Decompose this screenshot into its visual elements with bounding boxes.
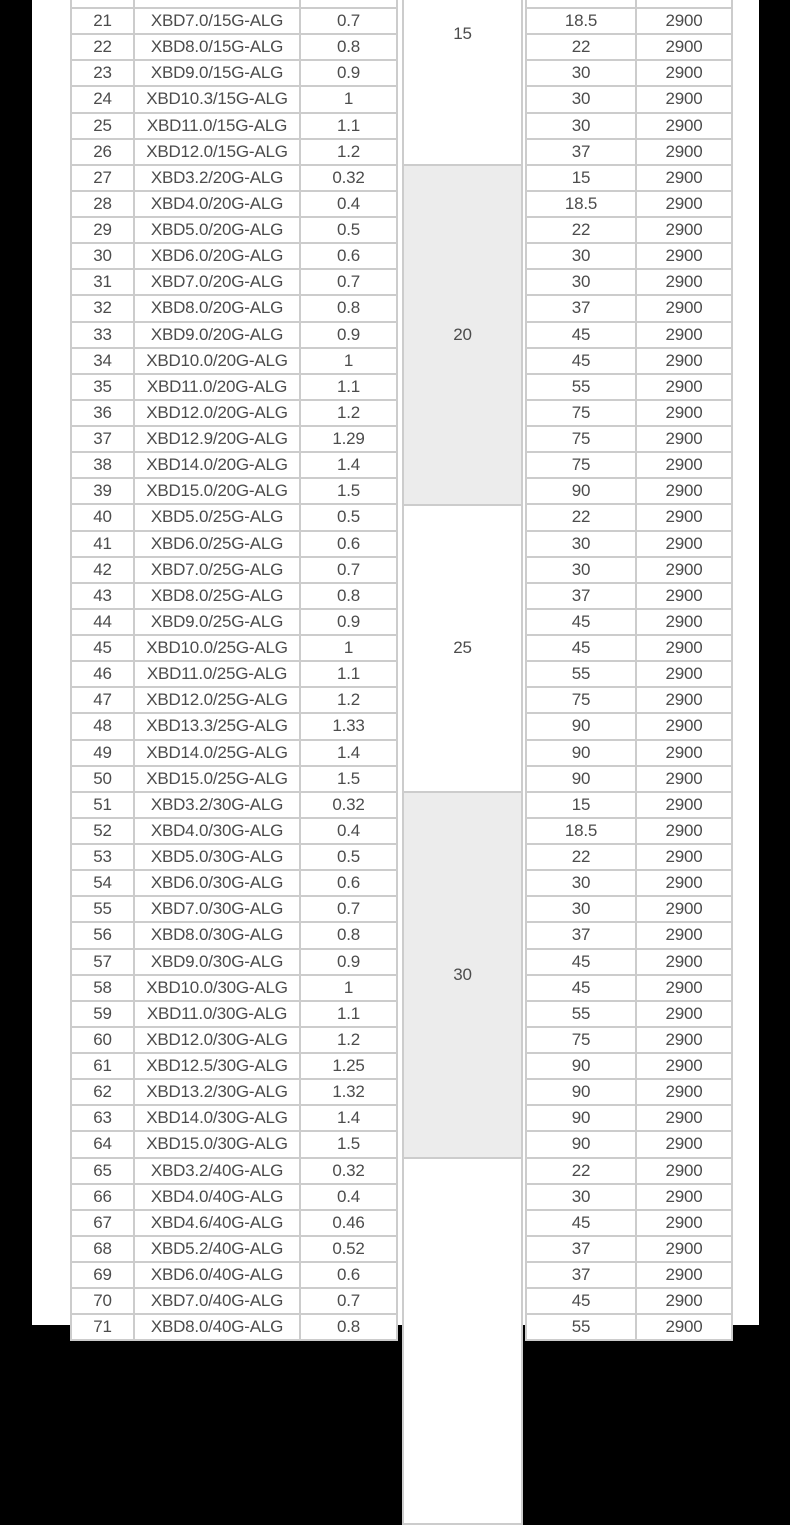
row-31-number: 31 bbox=[72, 270, 133, 294]
row-39-flow: 90 bbox=[527, 479, 635, 503]
row-61-value: 1.25 bbox=[301, 1054, 396, 1078]
row-40-model: XBD5.0/25G-ALG bbox=[135, 505, 299, 529]
row-49-value: 1.4 bbox=[301, 741, 396, 765]
row-25-speed: 2900 bbox=[637, 114, 731, 138]
spec-table-left-block bbox=[70, 0, 398, 1341]
row-66-model: XBD4.0/40G-ALG bbox=[135, 1185, 299, 1209]
row-24-model: XBD10.3/15G-ALG bbox=[135, 87, 299, 111]
row-32-number: 32 bbox=[72, 296, 133, 320]
row-47-number: 47 bbox=[72, 688, 133, 712]
row-67-value: 0.46 bbox=[301, 1211, 396, 1235]
row-71-speed: 2900 bbox=[637, 1315, 731, 1339]
row-66-number: 66 bbox=[72, 1185, 133, 1209]
row-71-flow: 55 bbox=[527, 1315, 635, 1339]
row-57-value: 0.9 bbox=[301, 950, 396, 974]
row-38-value: 1.4 bbox=[301, 453, 396, 477]
row-33-model: XBD9.0/20G-ALG bbox=[135, 323, 299, 347]
merged-section-cell-30: 30 bbox=[404, 793, 521, 1157]
row-66-value: 0.4 bbox=[301, 1185, 396, 1209]
spec-table-right-block bbox=[525, 0, 733, 1341]
row-59-flow: 55 bbox=[527, 1002, 635, 1026]
row-55-model: XBD7.0/30G-ALG bbox=[135, 897, 299, 921]
row-67-model: XBD4.6/40G-ALG bbox=[135, 1211, 299, 1235]
row-66-flow: 30 bbox=[527, 1185, 635, 1209]
merged-section-cell bbox=[404, 1159, 521, 1523]
row-34-flow: 45 bbox=[527, 349, 635, 373]
row-70-model: XBD7.0/40G-ALG bbox=[135, 1289, 299, 1313]
row-58-flow: 45 bbox=[527, 976, 635, 1000]
row-32-flow: 37 bbox=[527, 296, 635, 320]
row-25-value: 1.1 bbox=[301, 114, 396, 138]
row-35-flow: 55 bbox=[527, 375, 635, 399]
row-47-model: XBD12.0/25G-ALG bbox=[135, 688, 299, 712]
row-60-speed: 2900 bbox=[637, 1028, 731, 1052]
row-44-speed: 2900 bbox=[637, 610, 731, 634]
row-48-number: 48 bbox=[72, 714, 133, 738]
row-33-speed: 2900 bbox=[637, 323, 731, 347]
row-42-number: 42 bbox=[72, 558, 133, 582]
row-41-value: 0.6 bbox=[301, 532, 396, 556]
row-46-number: 46 bbox=[72, 662, 133, 686]
row-61-number: 61 bbox=[72, 1054, 133, 1078]
row-33-flow: 45 bbox=[527, 323, 635, 347]
row-29-model: XBD5.0/20G-ALG bbox=[135, 218, 299, 242]
row-63-number: 63 bbox=[72, 1106, 133, 1130]
row-29-value: 0.5 bbox=[301, 218, 396, 242]
row-55-flow: 30 bbox=[527, 897, 635, 921]
row-43-flow: 37 bbox=[527, 584, 635, 608]
row-35-speed: 2900 bbox=[637, 375, 731, 399]
row-54-number: 54 bbox=[72, 871, 133, 895]
row-45-speed: 2900 bbox=[637, 636, 731, 660]
row-48-speed: 2900 bbox=[637, 714, 731, 738]
row-36-flow: 75 bbox=[527, 401, 635, 425]
row-59-number: 59 bbox=[72, 1002, 133, 1026]
row-48-flow: 90 bbox=[527, 714, 635, 738]
row-59-speed: 2900 bbox=[637, 1002, 731, 1026]
row-27-value: 0.32 bbox=[301, 166, 396, 190]
row-41-speed: 2900 bbox=[637, 532, 731, 556]
row-65-number: 65 bbox=[72, 1159, 133, 1183]
row-37-number: 37 bbox=[72, 427, 133, 451]
row-65-speed: 2900 bbox=[637, 1159, 731, 1183]
row-33-number: 33 bbox=[72, 323, 133, 347]
row-37-flow: 75 bbox=[527, 427, 635, 451]
row-29-speed: 2900 bbox=[637, 218, 731, 242]
row-45-number: 45 bbox=[72, 636, 133, 660]
row-43-value: 0.8 bbox=[301, 584, 396, 608]
row-30-flow: 30 bbox=[527, 244, 635, 268]
row-49-speed: 2900 bbox=[637, 741, 731, 765]
row-26-number: 26 bbox=[72, 140, 133, 164]
row-49-number: 49 bbox=[72, 741, 133, 765]
row-70-flow: 45 bbox=[527, 1289, 635, 1313]
row-21-value: 0.7 bbox=[301, 9, 396, 33]
row-57-number: 57 bbox=[72, 950, 133, 974]
row-cut-speed bbox=[637, 0, 731, 7]
row-26-value: 1.2 bbox=[301, 140, 396, 164]
row-53-number: 53 bbox=[72, 845, 133, 869]
row-cut-model bbox=[135, 0, 299, 7]
merged-section-cell-25: 25 bbox=[404, 506, 521, 792]
row-61-speed: 2900 bbox=[637, 1054, 731, 1078]
row-54-flow: 30 bbox=[527, 871, 635, 895]
row-28-flow: 18.5 bbox=[527, 192, 635, 216]
row-50-model: XBD15.0/25G-ALG bbox=[135, 767, 299, 791]
row-58-model: XBD10.0/30G-ALG bbox=[135, 976, 299, 1000]
row-38-flow: 75 bbox=[527, 453, 635, 477]
row-71-number: 71 bbox=[72, 1315, 133, 1339]
row-38-speed: 2900 bbox=[637, 453, 731, 477]
row-24-speed: 2900 bbox=[637, 87, 731, 111]
row-39-speed: 2900 bbox=[637, 479, 731, 503]
row-21-model: XBD7.0/15G-ALG bbox=[135, 9, 299, 33]
row-26-model: XBD12.0/15G-ALG bbox=[135, 140, 299, 164]
row-27-speed: 2900 bbox=[637, 166, 731, 190]
row-37-speed: 2900 bbox=[637, 427, 731, 451]
row-62-number: 62 bbox=[72, 1080, 133, 1104]
row-30-value: 0.6 bbox=[301, 244, 396, 268]
row-53-value: 0.5 bbox=[301, 845, 396, 869]
row-53-speed: 2900 bbox=[637, 845, 731, 869]
row-60-number: 60 bbox=[72, 1028, 133, 1052]
row-39-model: XBD15.0/20G-ALG bbox=[135, 479, 299, 503]
row-32-model: XBD8.0/20G-ALG bbox=[135, 296, 299, 320]
row-44-value: 0.9 bbox=[301, 610, 396, 634]
row-46-speed: 2900 bbox=[637, 662, 731, 686]
row-36-model: XBD12.0/20G-ALG bbox=[135, 401, 299, 425]
row-27-model: XBD3.2/20G-ALG bbox=[135, 166, 299, 190]
row-39-value: 1.5 bbox=[301, 479, 396, 503]
row-31-flow: 30 bbox=[527, 270, 635, 294]
row-25-number: 25 bbox=[72, 114, 133, 138]
row-29-number: 29 bbox=[72, 218, 133, 242]
row-31-model: XBD7.0/20G-ALG bbox=[135, 270, 299, 294]
row-51-speed: 2900 bbox=[637, 793, 731, 817]
row-63-speed: 2900 bbox=[637, 1106, 731, 1130]
row-64-value: 1.5 bbox=[301, 1132, 396, 1156]
row-52-flow: 18.5 bbox=[527, 819, 635, 843]
merged-section-cell-15: 15 bbox=[404, 0, 521, 164]
row-44-number: 44 bbox=[72, 610, 133, 634]
row-54-model: XBD6.0/30G-ALG bbox=[135, 871, 299, 895]
row-50-speed: 2900 bbox=[637, 767, 731, 791]
row-63-flow: 90 bbox=[527, 1106, 635, 1130]
row-41-model: XBD6.0/25G-ALG bbox=[135, 532, 299, 556]
row-43-model: XBD8.0/25G-ALG bbox=[135, 584, 299, 608]
row-68-number: 68 bbox=[72, 1237, 133, 1261]
row-56-model: XBD8.0/30G-ALG bbox=[135, 923, 299, 947]
row-67-flow: 45 bbox=[527, 1211, 635, 1235]
row-28-number: 28 bbox=[72, 192, 133, 216]
row-47-flow: 75 bbox=[527, 688, 635, 712]
row-25-model: XBD11.0/15G-ALG bbox=[135, 114, 299, 138]
row-60-value: 1.2 bbox=[301, 1028, 396, 1052]
row-58-value: 1 bbox=[301, 976, 396, 1000]
row-22-model: XBD8.0/15G-ALG bbox=[135, 35, 299, 59]
row-24-value: 1 bbox=[301, 87, 396, 111]
row-63-value: 1.4 bbox=[301, 1106, 396, 1130]
row-54-value: 0.6 bbox=[301, 871, 396, 895]
row-42-value: 0.7 bbox=[301, 558, 396, 582]
row-35-value: 1.1 bbox=[301, 375, 396, 399]
row-40-value: 0.5 bbox=[301, 505, 396, 529]
row-62-model: XBD13.2/30G-ALG bbox=[135, 1080, 299, 1104]
row-27-number: 27 bbox=[72, 166, 133, 190]
row-23-model: XBD9.0/15G-ALG bbox=[135, 61, 299, 85]
row-24-number: 24 bbox=[72, 87, 133, 111]
row-56-number: 56 bbox=[72, 923, 133, 947]
row-38-model: XBD14.0/20G-ALG bbox=[135, 453, 299, 477]
row-36-number: 36 bbox=[72, 401, 133, 425]
row-56-speed: 2900 bbox=[637, 923, 731, 947]
row-34-number: 34 bbox=[72, 349, 133, 373]
row-50-number: 50 bbox=[72, 767, 133, 791]
row-51-value: 0.32 bbox=[301, 793, 396, 817]
row-65-value: 0.32 bbox=[301, 1159, 396, 1183]
row-59-model: XBD11.0/30G-ALG bbox=[135, 1002, 299, 1026]
row-27-flow: 15 bbox=[527, 166, 635, 190]
row-56-value: 0.8 bbox=[301, 923, 396, 947]
row-30-speed: 2900 bbox=[637, 244, 731, 268]
row-65-model: XBD3.2/40G-ALG bbox=[135, 1159, 299, 1183]
row-23-flow: 30 bbox=[527, 61, 635, 85]
row-61-model: XBD12.5/30G-ALG bbox=[135, 1054, 299, 1078]
row-48-model: XBD13.3/25G-ALG bbox=[135, 714, 299, 738]
row-47-value: 1.2 bbox=[301, 688, 396, 712]
row-58-number: 58 bbox=[72, 976, 133, 1000]
row-30-model: XBD6.0/20G-ALG bbox=[135, 244, 299, 268]
row-69-flow: 37 bbox=[527, 1263, 635, 1287]
row-35-model: XBD11.0/20G-ALG bbox=[135, 375, 299, 399]
row-64-speed: 2900 bbox=[637, 1132, 731, 1156]
row-68-speed: 2900 bbox=[637, 1237, 731, 1261]
row-71-model: XBD8.0/40G-ALG bbox=[135, 1315, 299, 1339]
row-64-flow: 90 bbox=[527, 1132, 635, 1156]
row-53-flow: 22 bbox=[527, 845, 635, 869]
row-70-speed: 2900 bbox=[637, 1289, 731, 1313]
row-30-number: 30 bbox=[72, 244, 133, 268]
row-28-speed: 2900 bbox=[637, 192, 731, 216]
row-23-value: 0.9 bbox=[301, 61, 396, 85]
row-52-speed: 2900 bbox=[637, 819, 731, 843]
content-area bbox=[32, 0, 759, 1337]
row-63-model: XBD14.0/30G-ALG bbox=[135, 1106, 299, 1130]
row-31-value: 0.7 bbox=[301, 270, 396, 294]
row-69-value: 0.6 bbox=[301, 1263, 396, 1287]
row-46-flow: 55 bbox=[527, 662, 635, 686]
row-50-flow: 90 bbox=[527, 767, 635, 791]
row-49-model: XBD14.0/25G-ALG bbox=[135, 741, 299, 765]
row-43-number: 43 bbox=[72, 584, 133, 608]
row-cut-value bbox=[301, 0, 396, 7]
row-70-number: 70 bbox=[72, 1289, 133, 1313]
row-45-model: XBD10.0/25G-ALG bbox=[135, 636, 299, 660]
row-22-value: 0.8 bbox=[301, 35, 396, 59]
row-64-number: 64 bbox=[72, 1132, 133, 1156]
row-37-model: XBD12.9/20G-ALG bbox=[135, 427, 299, 451]
row-41-number: 41 bbox=[72, 532, 133, 556]
row-34-model: XBD10.0/20G-ALG bbox=[135, 349, 299, 373]
row-36-speed: 2900 bbox=[637, 401, 731, 425]
row-41-flow: 30 bbox=[527, 532, 635, 556]
row-40-number: 40 bbox=[72, 505, 133, 529]
row-55-speed: 2900 bbox=[637, 897, 731, 921]
row-29-flow: 22 bbox=[527, 218, 635, 242]
row-42-speed: 2900 bbox=[637, 558, 731, 582]
row-28-model: XBD4.0/20G-ALG bbox=[135, 192, 299, 216]
row-60-model: XBD12.0/30G-ALG bbox=[135, 1028, 299, 1052]
row-52-value: 0.4 bbox=[301, 819, 396, 843]
row-21-flow: 18.5 bbox=[527, 9, 635, 33]
row-51-number: 51 bbox=[72, 793, 133, 817]
row-62-speed: 2900 bbox=[637, 1080, 731, 1104]
row-43-speed: 2900 bbox=[637, 584, 731, 608]
row-69-speed: 2900 bbox=[637, 1263, 731, 1287]
row-52-model: XBD4.0/30G-ALG bbox=[135, 819, 299, 843]
row-68-value: 0.52 bbox=[301, 1237, 396, 1261]
row-35-number: 35 bbox=[72, 375, 133, 399]
row-45-value: 1 bbox=[301, 636, 396, 660]
row-22-speed: 2900 bbox=[637, 35, 731, 59]
row-67-number: 67 bbox=[72, 1211, 133, 1235]
row-51-model: XBD3.2/30G-ALG bbox=[135, 793, 299, 817]
row-34-speed: 2900 bbox=[637, 349, 731, 373]
row-57-model: XBD9.0/30G-ALG bbox=[135, 950, 299, 974]
row-61-flow: 90 bbox=[527, 1054, 635, 1078]
row-39-number: 39 bbox=[72, 479, 133, 503]
spec-table-merged-column bbox=[402, 0, 523, 1525]
row-62-value: 1.32 bbox=[301, 1080, 396, 1104]
row-57-flow: 45 bbox=[527, 950, 635, 974]
merged-section-cell-20: 20 bbox=[404, 166, 521, 504]
row-56-flow: 37 bbox=[527, 923, 635, 947]
row-23-number: 23 bbox=[72, 61, 133, 85]
row-59-value: 1.1 bbox=[301, 1002, 396, 1026]
row-48-value: 1.33 bbox=[301, 714, 396, 738]
row-51-flow: 15 bbox=[527, 793, 635, 817]
row-23-speed: 2900 bbox=[637, 61, 731, 85]
row-55-number: 55 bbox=[72, 897, 133, 921]
row-44-flow: 45 bbox=[527, 610, 635, 634]
row-31-speed: 2900 bbox=[637, 270, 731, 294]
row-65-flow: 22 bbox=[527, 1159, 635, 1183]
row-67-speed: 2900 bbox=[637, 1211, 731, 1235]
row-cut-number bbox=[72, 0, 133, 7]
row-69-number: 69 bbox=[72, 1263, 133, 1287]
row-50-value: 1.5 bbox=[301, 767, 396, 791]
row-36-value: 1.2 bbox=[301, 401, 396, 425]
row-62-flow: 90 bbox=[527, 1080, 635, 1104]
row-69-model: XBD6.0/40G-ALG bbox=[135, 1263, 299, 1287]
row-66-speed: 2900 bbox=[637, 1185, 731, 1209]
row-45-flow: 45 bbox=[527, 636, 635, 660]
row-52-number: 52 bbox=[72, 819, 133, 843]
row-54-speed: 2900 bbox=[637, 871, 731, 895]
row-60-flow: 75 bbox=[527, 1028, 635, 1052]
row-21-number: 21 bbox=[72, 9, 133, 33]
row-37-value: 1.29 bbox=[301, 427, 396, 451]
row-22-flow: 22 bbox=[527, 35, 635, 59]
row-32-value: 0.8 bbox=[301, 296, 396, 320]
row-cut-flow bbox=[527, 0, 635, 7]
row-47-speed: 2900 bbox=[637, 688, 731, 712]
row-71-value: 0.8 bbox=[301, 1315, 396, 1339]
row-33-value: 0.9 bbox=[301, 323, 396, 347]
row-58-speed: 2900 bbox=[637, 976, 731, 1000]
row-42-flow: 30 bbox=[527, 558, 635, 582]
row-44-model: XBD9.0/25G-ALG bbox=[135, 610, 299, 634]
row-32-speed: 2900 bbox=[637, 296, 731, 320]
row-68-model: XBD5.2/40G-ALG bbox=[135, 1237, 299, 1261]
row-38-number: 38 bbox=[72, 453, 133, 477]
row-40-speed: 2900 bbox=[637, 505, 731, 529]
row-28-value: 0.4 bbox=[301, 192, 396, 216]
row-49-flow: 90 bbox=[527, 741, 635, 765]
row-55-value: 0.7 bbox=[301, 897, 396, 921]
row-40-flow: 22 bbox=[527, 505, 635, 529]
row-53-model: XBD5.0/30G-ALG bbox=[135, 845, 299, 869]
row-70-value: 0.7 bbox=[301, 1289, 396, 1313]
row-26-flow: 37 bbox=[527, 140, 635, 164]
row-64-model: XBD15.0/30G-ALG bbox=[135, 1132, 299, 1156]
row-22-number: 22 bbox=[72, 35, 133, 59]
row-42-model: XBD7.0/25G-ALG bbox=[135, 558, 299, 582]
row-68-flow: 37 bbox=[527, 1237, 635, 1261]
row-25-flow: 30 bbox=[527, 114, 635, 138]
row-46-model: XBD11.0/25G-ALG bbox=[135, 662, 299, 686]
row-57-speed: 2900 bbox=[637, 950, 731, 974]
row-24-flow: 30 bbox=[527, 87, 635, 111]
row-26-speed: 2900 bbox=[637, 140, 731, 164]
row-34-value: 1 bbox=[301, 349, 396, 373]
row-21-speed: 2900 bbox=[637, 9, 731, 33]
row-46-value: 1.1 bbox=[301, 662, 396, 686]
